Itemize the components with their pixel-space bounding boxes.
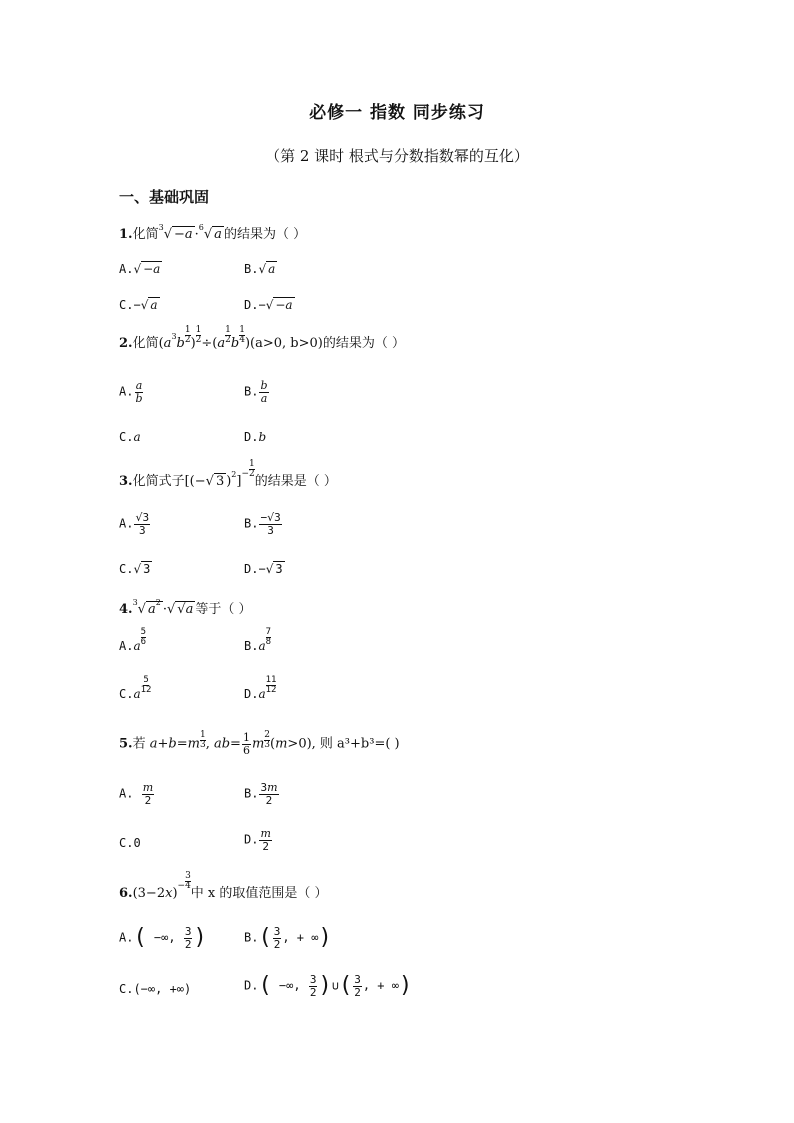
- option-d: D. $\frac{m}{2}$: [244, 827, 271, 853]
- question-number: 1.: [119, 227, 133, 242]
- question-number: 2.: [119, 336, 133, 351]
- option-d: D.b: [244, 430, 267, 444]
- option-b: B.√ a: [244, 262, 276, 276]
- option-b: B. $\frac{-√3}{3}$: [244, 511, 281, 537]
- page-subtitle: （第 2 课时 根式与分数指数幂的互化）: [265, 147, 529, 165]
- question-3: 3.化简式子[(−√ 3 )$^2$] − $\frac{1}{2}$ 的结果是（ ）: [119, 459, 337, 489]
- option-a: A. $\frac{m}{2}$: [119, 781, 154, 807]
- question-text: 等于（ ）: [195, 602, 252, 617]
- option-c: C.√ 3: [119, 562, 151, 576]
- question-number: 3.: [119, 474, 133, 489]
- question-text: 中 x 的取值范围是（ ）: [190, 886, 328, 901]
- question-2: 2.化简($a^3b$ $\frac{1}{2}$ ) $\frac{1}{2}$ ÷(a $\frac{1}{2}$ b $\frac{1}{4}$ )(a>0, b>0)的结果为（ ）: [119, 325, 405, 351]
- option-d: D.−√ 3: [244, 562, 283, 576]
- page-title: 必修一 指数 同步练习: [309, 103, 485, 123]
- option-a: A. $\frac{a}{b}$: [119, 379, 143, 405]
- option-c: C.−√ a: [119, 298, 158, 312]
- option-c: C.0: [119, 836, 141, 850]
- section-heading: 一、基础巩固: [119, 188, 210, 206]
- option-c: C.a: [119, 430, 141, 444]
- question-text: 化简式子: [132, 474, 185, 489]
- question-text: 化简: [132, 227, 159, 242]
- option-d: D.−√ −a: [244, 298, 293, 312]
- option-c: C.(−∞, +∞): [119, 982, 192, 996]
- option-d: D.a $\frac{11}{12}$: [244, 675, 277, 701]
- question-5: 5.若 a+b=m $\frac{1}{3}$ , ab= $\frac{1}{6}$ m $\frac{2}{3}$ (m>0), 则 a³+b³=( ): [119, 730, 400, 757]
- option-b: B.( $\frac{3}{2}$ , + ∞): [244, 925, 332, 951]
- question-6: 6.(3−2x) − $\frac{3}{4}$ 中 x 的取值范围是（ ）: [119, 871, 328, 901]
- question-text: 若: [132, 736, 146, 752]
- option-b: B. $\frac{3m}{2}$: [244, 781, 278, 807]
- question-1: 1.化简$^3$√ −a ·$^6$√ a 的结果为（ ）: [119, 223, 307, 242]
- option-d: D.( −∞, $\frac{3}{2}$ )∪( $\frac{3}{2}$ , + ∞): [244, 973, 413, 999]
- question-text: 的结果是（ ）: [254, 474, 337, 489]
- option-b: B.a $\frac{7}{8}$: [244, 627, 272, 653]
- question-number: 6.: [119, 886, 133, 901]
- question-text: (a>0, b>0)的结果为（ ）: [250, 336, 405, 351]
- question-number: 5.: [119, 736, 133, 752]
- question-4: 4.$^3$√ $a^2$ ·√ √a 等于（ ）: [119, 598, 252, 617]
- question-text: 则 a³+b³=( ): [319, 736, 400, 752]
- option-a: A.( −∞, $\frac{3}{2}$ ): [119, 925, 207, 951]
- option-c: C.a $\frac{5}{12}$: [119, 675, 152, 701]
- option-a: A. $\frac{√3}{3}$: [119, 511, 150, 537]
- option-a: A.√ −a: [119, 262, 161, 276]
- option-b: B. $\frac{b}{a}$: [244, 379, 268, 405]
- question-text: 的结果为（ ）: [223, 227, 307, 242]
- option-a: A.a $\frac{5}{6}$: [119, 627, 147, 653]
- question-number: 4.: [119, 602, 133, 617]
- question-text: 化简: [132, 336, 159, 351]
